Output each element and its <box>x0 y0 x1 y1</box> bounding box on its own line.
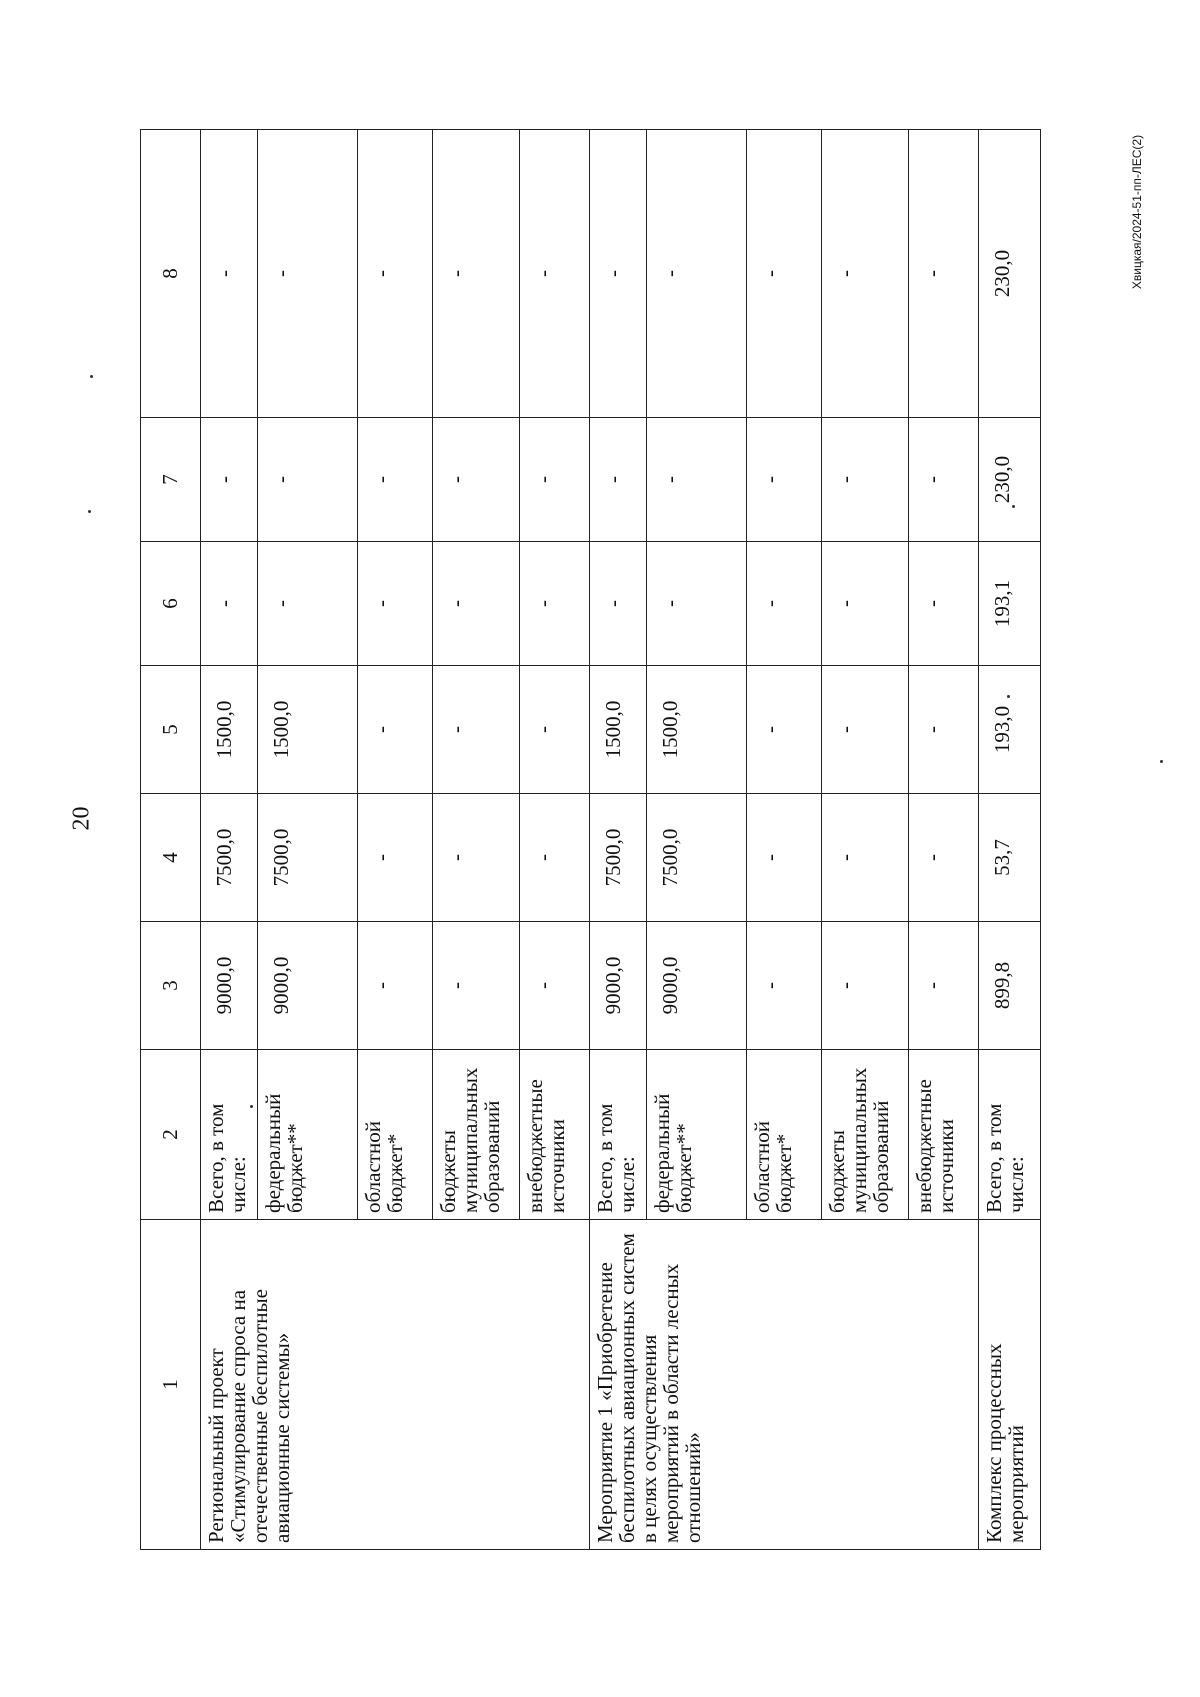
activity-name-cell: Мероприятие 1 «Приобретение беспилотных авиационных систем в целях осуществления мероприятий в области лесных отношений» <box>590 1220 979 1550</box>
amount-cell: - <box>909 542 979 666</box>
column-header: 6 <box>141 542 201 666</box>
amount-cell: - <box>647 542 747 666</box>
amount-cell: - <box>590 418 647 542</box>
amount-cell: - <box>747 922 822 1050</box>
amount-cell: 193,1 <box>979 542 1041 666</box>
amount-cell: - <box>433 666 520 794</box>
amount-cell: - <box>258 418 358 542</box>
scan-speck <box>250 1105 253 1108</box>
scan-speck <box>1007 695 1010 698</box>
amount-cell: 1500,0 <box>647 666 747 794</box>
amount-cell: - <box>433 922 520 1050</box>
amount-cell: - <box>647 418 747 542</box>
amount-cell: 1500,0 <box>201 666 258 794</box>
column-header: 8 <box>141 130 201 418</box>
amount-cell: - <box>520 666 590 794</box>
table-row <box>979 130 1041 1550</box>
amount-cell: 7500,0 <box>647 794 747 922</box>
amount-cell: - <box>822 418 909 542</box>
budget-table <box>140 129 1041 1550</box>
activity-name-cell: Комплекс процессных мероприятий <box>979 1220 1041 1550</box>
funding-source-cell: федеральный бюджет** <box>258 1050 358 1220</box>
amount-cell: - <box>520 418 590 542</box>
amount-cell: - <box>520 922 590 1050</box>
amount-cell: - <box>822 130 909 418</box>
amount-cell: 230,0 <box>979 418 1041 542</box>
amount-cell: - <box>358 418 433 542</box>
amount-cell: 1500,0 <box>258 666 358 794</box>
amount-cell: 9000,0 <box>201 922 258 1050</box>
column-header: 4 <box>141 794 201 922</box>
amount-cell: - <box>433 542 520 666</box>
funding-source-cell: областной бюджет* <box>358 1050 433 1220</box>
funding-source-cell: бюджеты муниципальных образований <box>433 1050 520 1220</box>
scan-speck <box>90 375 93 378</box>
amount-cell: - <box>201 418 258 542</box>
amount-cell: 9000,0 <box>647 922 747 1050</box>
funding-source-cell: бюджеты муниципальных образований <box>822 1050 909 1220</box>
amount-cell: 7500,0 <box>201 794 258 922</box>
amount-cell: 9000,0 <box>258 922 358 1050</box>
amount-cell: - <box>520 130 590 418</box>
amount-cell: - <box>909 418 979 542</box>
amount-cell: - <box>433 794 520 922</box>
amount-cell: - <box>201 542 258 666</box>
funding-source-cell: федеральный бюджет** <box>647 1050 747 1220</box>
amount-cell: - <box>747 666 822 794</box>
scan-speck <box>88 510 91 513</box>
funding-source-cell: областной бюджет* <box>747 1050 822 1220</box>
scan-speck <box>1160 760 1163 763</box>
amount-cell: 7500,0 <box>590 794 647 922</box>
column-header: 1 <box>141 1220 201 1550</box>
amount-cell: - <box>358 130 433 418</box>
funding-source-cell: внебюджетные источники <box>909 1050 979 1220</box>
funding-source-cell: Всего, в том числе: <box>979 1050 1041 1220</box>
amount-cell: - <box>201 130 258 418</box>
amount-cell: - <box>590 542 647 666</box>
column-header: 5 <box>141 666 201 794</box>
amount-cell: - <box>822 542 909 666</box>
amount-cell: - <box>822 922 909 1050</box>
activity-name-cell: Региональный проект «Стимулирование спроса на отечественные беспилотные авиационные системы» <box>201 1220 590 1550</box>
amount-cell: - <box>747 542 822 666</box>
amount-cell: 53,7 <box>979 794 1041 922</box>
amount-cell: - <box>258 542 358 666</box>
amount-cell: - <box>433 130 520 418</box>
amount-cell: - <box>358 794 433 922</box>
document-code: Хвицкая/2024-51-пп-ЛЕС(2) <box>1130 134 1145 290</box>
scan-speck <box>1012 505 1015 508</box>
amount-cell: - <box>358 922 433 1050</box>
amount-cell: - <box>909 666 979 794</box>
column-header: 3 <box>141 922 201 1050</box>
amount-cell: - <box>520 794 590 922</box>
funding-source-cell: внебюджетные источники <box>520 1050 590 1220</box>
amount-cell: - <box>520 542 590 666</box>
table-row <box>201 130 258 1550</box>
amount-cell: - <box>909 794 979 922</box>
amount-cell: - <box>258 130 358 418</box>
amount-cell: 899,8 <box>979 922 1041 1050</box>
page-number: 20 <box>68 806 95 831</box>
budget-table-container <box>140 130 1029 1550</box>
amount-cell: - <box>822 666 909 794</box>
table-row <box>590 130 647 1550</box>
amount-cell: - <box>433 418 520 542</box>
column-header: 7 <box>141 418 201 542</box>
amount-cell: - <box>747 418 822 542</box>
amount-cell: 9000,0 <box>590 922 647 1050</box>
funding-source-cell: Всего, в том числе: <box>201 1050 258 1220</box>
amount-cell: - <box>747 794 822 922</box>
amount-cell: - <box>747 130 822 418</box>
amount-cell: 193,0 <box>979 666 1041 794</box>
amount-cell: - <box>647 130 747 418</box>
amount-cell: - <box>909 922 979 1050</box>
amount-cell: 7500,0 <box>258 794 358 922</box>
funding-source-cell: Всего, в том числе: <box>590 1050 647 1220</box>
amount-cell: - <box>590 130 647 418</box>
amount-cell: - <box>358 666 433 794</box>
header-row <box>141 130 201 1550</box>
amount-cell: - <box>358 542 433 666</box>
column-header: 2 <box>141 1050 201 1220</box>
amount-cell: 230,0 <box>979 130 1041 418</box>
amount-cell: - <box>909 130 979 418</box>
amount-cell: - <box>822 794 909 922</box>
amount-cell: 1500,0 <box>590 666 647 794</box>
